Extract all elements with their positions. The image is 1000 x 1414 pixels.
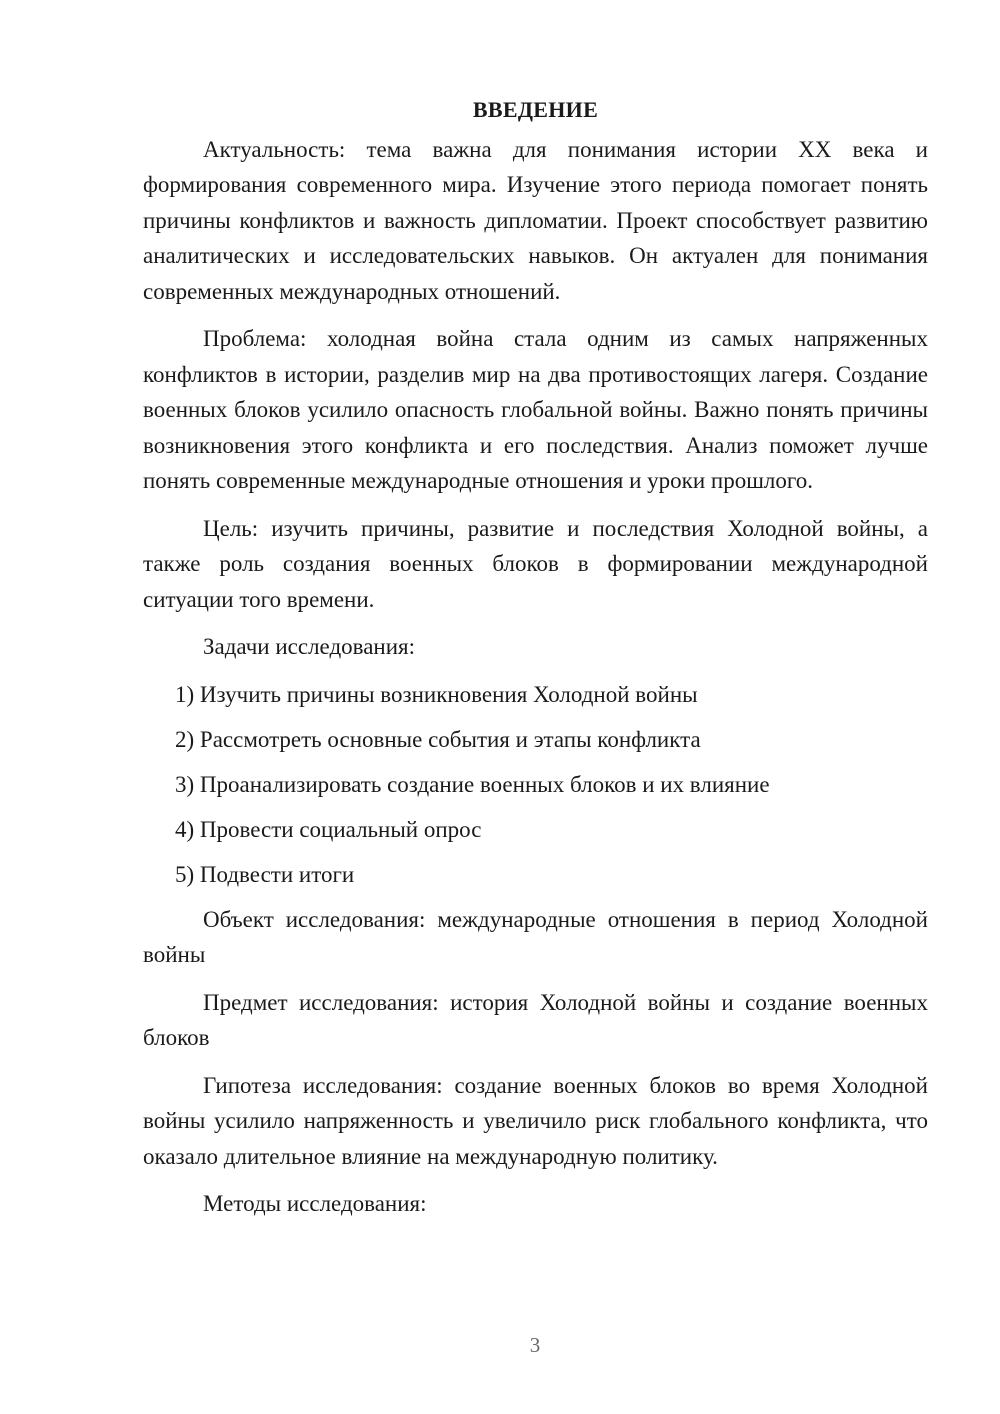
list-item: 3) Проанализировать создание военных блоков и их влияние <box>175 771 770 797</box>
document-page <box>143 92 928 1234</box>
page-number: 3 <box>529 1333 541 1357</box>
paragraph-relevance: Актуальность: тема важна для понимания истории XX века и формирования современного мира. Изучение этого периода помогает понять причины конфликтов и важность дипломатии. Проект способствует развитию аналитических и исследовательских навыков. Он актуален для понимания современных международных отношений. <box>143 136 928 304</box>
list-item: 2) Рассмотреть основные события и этапы конфликта <box>175 726 701 752</box>
paragraph-hypothesis: Гипотеза исследования: создание военных блоков во время Холодной войны усилило напряженность и увеличило риск глобального конфликта, что оказало длительное влияние на международную политику. <box>143 1072 928 1169</box>
paragraph-object: Объект исследования: международные отношения в период Холодной войны <box>143 906 928 967</box>
list-item: 1) Изучить причины возникновения Холодной войны <box>175 681 698 707</box>
list-item: 4) Провести социальный опрос <box>175 816 482 842</box>
paragraph-goal: Цель: изучить причины, развитие и последствия Холодной войны, а также роль создания военных блоков в формировании международной ситуации того времени. <box>143 515 928 612</box>
section-title: ВВЕДЕНИЕ <box>472 97 599 122</box>
paragraph-methods: Методы исследования: <box>203 1191 427 1216</box>
list-item: 5) Подвести итоги <box>175 861 355 887</box>
paragraph-subject: Предмет исследования: история Холодной войны и создание военных блоков <box>143 989 928 1050</box>
paragraph-problem: Проблема: холодная война стала одним из самых напряженных конфликтов в истории, разделив мир на два противостоящих лагеря. Создание военных блоков усилило опасность глобальной войны. Важно понять причины возникновения этого конфликта и его последствия. Анализ поможет лучше понять современные международные отношения и уроки прошлого. <box>143 326 928 493</box>
tasks-list <box>143 677 928 893</box>
paragraph-tasks-heading: Задачи исследования: <box>203 634 416 659</box>
